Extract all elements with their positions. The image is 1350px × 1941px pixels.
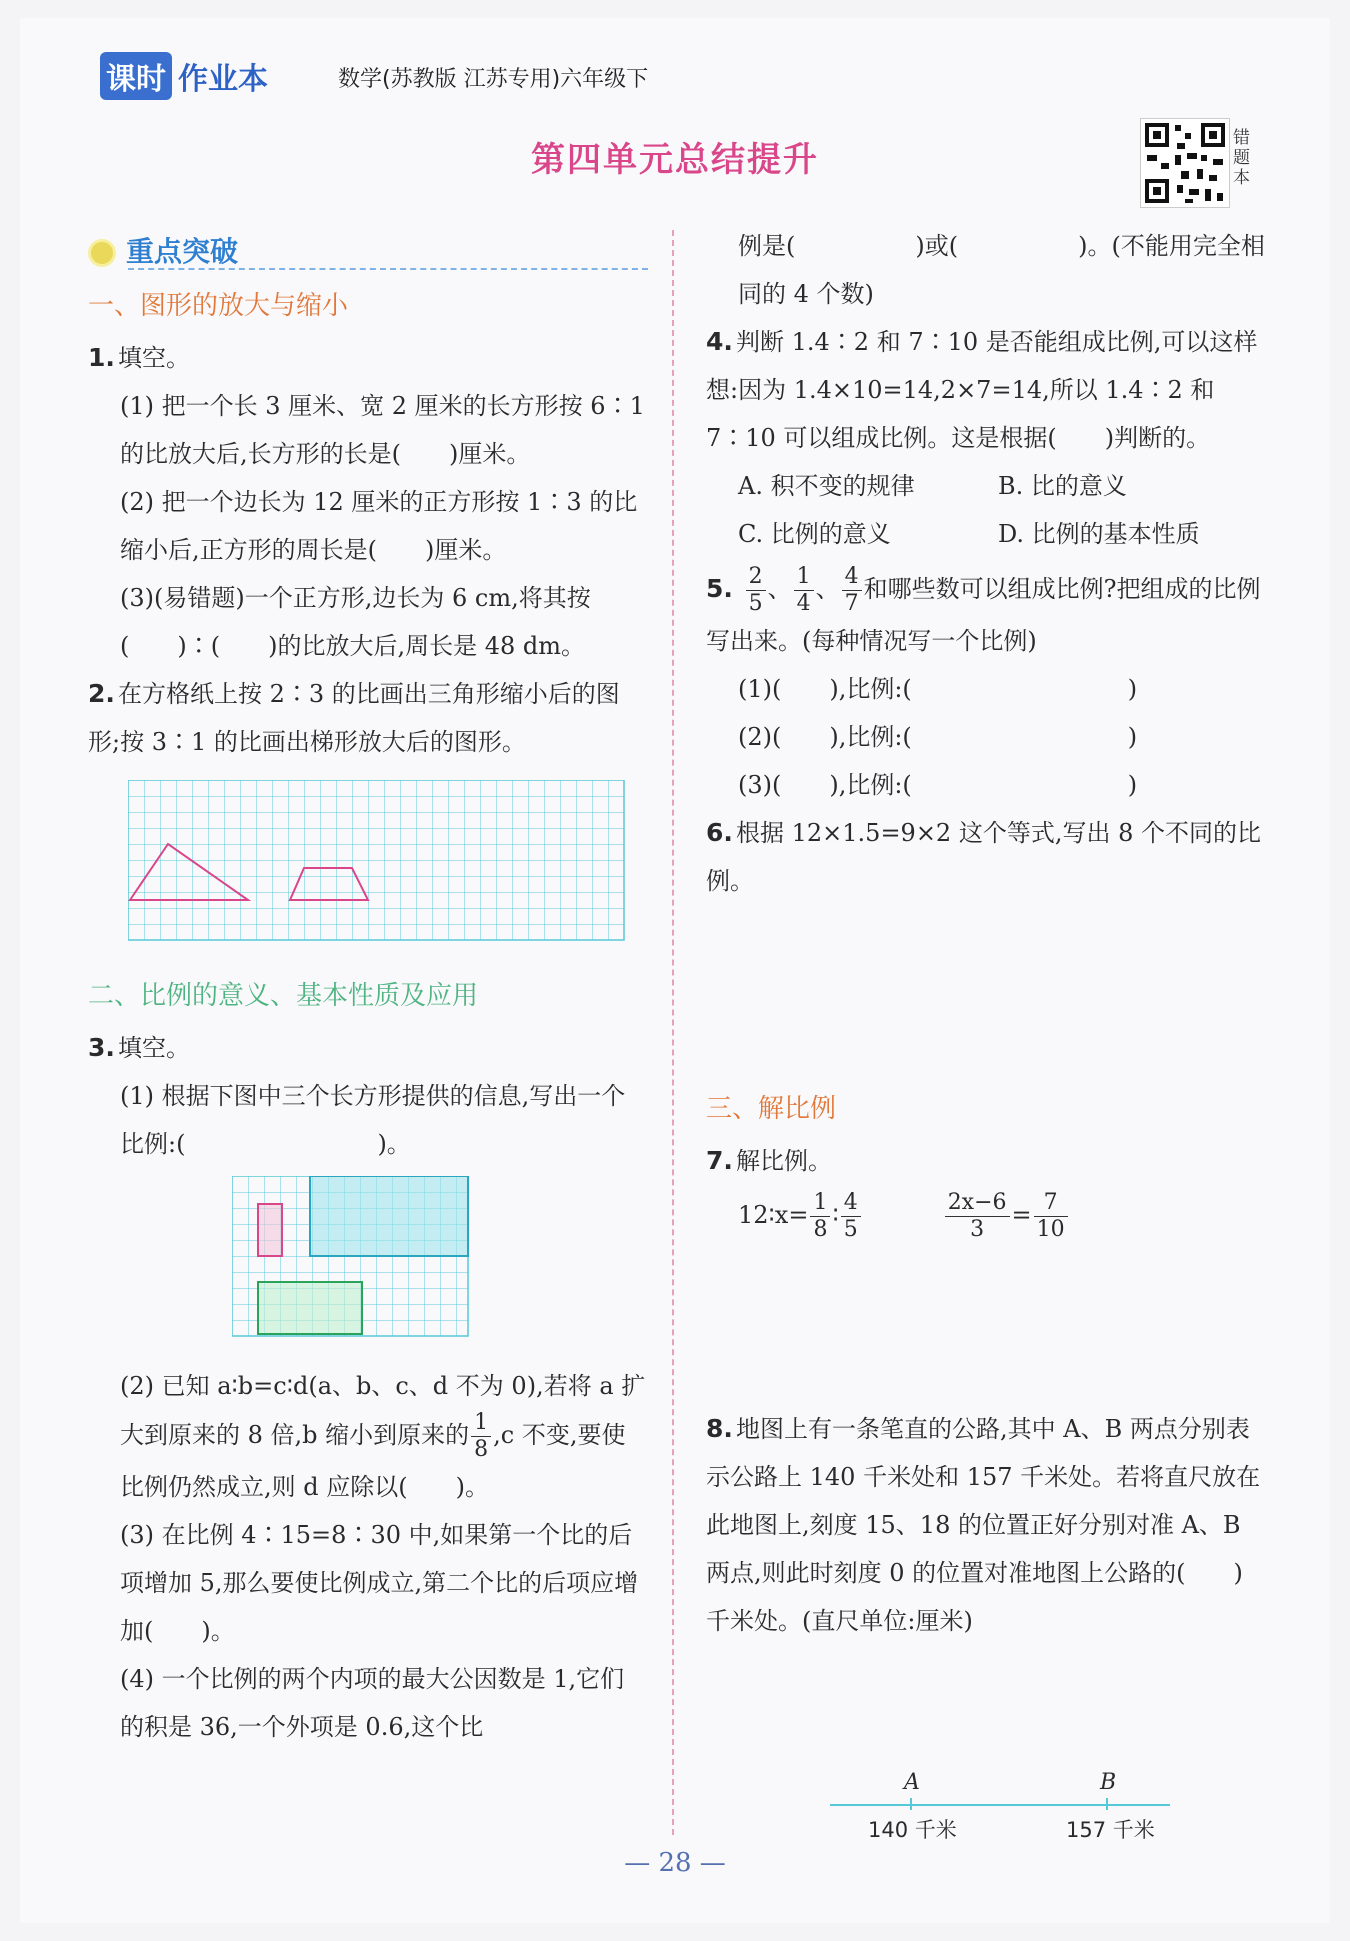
question-number: 2. (88, 679, 115, 708)
road-line (830, 1804, 1170, 1806)
fraction (471, 1410, 491, 1463)
numerator: 4 (842, 564, 862, 591)
denominator: 7 (844, 591, 859, 616)
denominator: 3 (970, 1217, 985, 1242)
question-stem: 填空。 (118, 1034, 190, 1062)
option-a[interactable]: A. 积不变的规律 (738, 472, 915, 500)
eq1-left: 12∶x= (738, 1201, 809, 1229)
denominator: 8 (474, 1437, 489, 1462)
question-1 (88, 334, 648, 382)
question-stem: 地图上有一条笔直的公路,其中 A、B 两点分别表示公路上 140 千米处和 157 千米处。若将直尺放在此地图上,刻度 15、18 的位置正好分别对准 A、B 两点,则此时刻度 0 的位置对准地图上公路的( )千米处。(直尺单位:厘米) (706, 1415, 1261, 1635)
question-5: 5. $\frac{2}{5}$ 、 $\frac{1}{4}$ 、 $\frac{4}{7}$ 和哪些数可以组成比例?把组成的比例写出来。(每种情况写一个比例) (706, 564, 1261, 655)
equation-1: 12∶x= $\frac{1}{8}$ ∶ $\frac{4}{5}$ (738, 1185, 863, 1245)
medium-rectangle (258, 1282, 362, 1334)
numerator: 1 (810, 1190, 830, 1217)
question-5-line-2: (2)( ),比例:( ) (738, 723, 1138, 751)
bullet-icon (88, 239, 116, 267)
question-number: 8. (706, 1414, 733, 1443)
question-3-part-2 (88, 1362, 648, 1511)
small-rectangle (258, 1204, 282, 1256)
question-number: 4. (706, 327, 733, 356)
page-title: 第四单元总结提升 (531, 140, 819, 180)
question-5-line-3: (3)( ),比例:( ) (738, 771, 1138, 799)
logo-text: 作业本 (178, 62, 268, 97)
point-a-distance: 140 千米 (868, 1818, 957, 1842)
qr-code-icon[interactable] (1140, 118, 1230, 208)
section-label: 重点突破 (126, 235, 239, 268)
point-a-label: A (904, 1770, 920, 1795)
logo-mark: 课时 (100, 52, 172, 100)
book-subtitle: 数学(苏教版 江苏专用)六年级下 (338, 67, 649, 92)
section-heading (88, 228, 648, 278)
road-scale-figure (830, 1770, 1170, 1850)
option-b[interactable]: B. 比的意义 (998, 472, 1127, 500)
grid-figure-shapes[interactable] (128, 780, 648, 962)
fraction (1034, 1190, 1068, 1243)
column-divider (672, 230, 674, 1835)
question-3-part-4: (4) 一个比例的两个内项的最大公因数是 1,它们的积是 36,一个外项是 0.6,这个比 (120, 1665, 625, 1741)
question-7-equations (706, 1185, 1266, 1245)
question-3 (88, 1024, 648, 1072)
question-stem: 解比例。 (736, 1147, 832, 1175)
tick-b (1106, 1798, 1108, 1810)
question-4-options-row-1 (706, 462, 1266, 510)
question-1-part-1: (1) 把一个长 3 厘米、宽 2 厘米的长方形按 6∶1 的比放大后,长方形的长是( )厘米。 (120, 392, 645, 468)
question-8 (706, 1405, 1266, 1645)
question-number: 5. (706, 574, 733, 603)
brand-logo (100, 52, 268, 100)
right-column (706, 222, 1266, 1645)
grid-figure-rectangles (232, 1176, 648, 1356)
question-7 (706, 1137, 1266, 1185)
fraction (794, 564, 814, 617)
option-c[interactable]: C. 比例的意义 (738, 520, 891, 548)
question-number: 7. (706, 1146, 733, 1175)
large-rectangle (310, 1176, 468, 1256)
page-number: — 28 — (624, 1848, 726, 1878)
question-3-part-3: (3) 在比例 4∶15=8∶30 中,如果第一个比的后项增加 5,那么要使比例成立,第二个比的后项应增加( )。 (120, 1521, 639, 1645)
fraction (810, 1190, 830, 1243)
question-number: 3. (88, 1033, 115, 1062)
subsection-heading-2: 二、比例的意义、基本性质及应用 (88, 981, 479, 1011)
question-stem: 在方格纸上按 2∶3 的比画出三角形缩小后的图形;按 3∶1 的比画出梯形放大后的图形。 (88, 680, 620, 756)
numerator: 4 (841, 1190, 861, 1217)
question-4 (706, 318, 1266, 462)
question-1-part-2: (2) 把一个边长为 12 厘米的正方形按 1∶3 的比缩小后,正方形的周长是( )厘米。 (120, 488, 638, 564)
question-number: 1. (88, 343, 115, 372)
numerator: 2x−6 (945, 1190, 1010, 1217)
question-5-line-1: (1)( ),比例:( ) (738, 675, 1138, 703)
numerator: 1 (794, 564, 814, 591)
fraction (945, 1190, 1010, 1243)
point-b-label: B (1100, 1770, 1117, 1795)
fraction (841, 1190, 861, 1243)
question-6 (706, 809, 1266, 905)
numerator: 1 (471, 1410, 491, 1437)
numerator: 7 (1034, 1190, 1068, 1217)
tick-a (910, 1798, 912, 1810)
denominator: 5 (843, 1217, 858, 1242)
question-1-part-3: (3)(易错题)一个正方形,边长为 6 cm,将其按( )∶( )的比放大后,周长是 48 dm。 (120, 584, 591, 660)
numerator: 2 (746, 564, 766, 591)
qr-label: 错题本 (1233, 128, 1250, 188)
question-3-part-1: (1) 根据下图中三个长方形提供的信息,写出一个比例:( )。 (120, 1082, 626, 1158)
answer-space-6[interactable] (706, 905, 1266, 1081)
equation-2: $\frac{2x-6}{3}$ = $\frac{7}{10}$ (943, 1185, 1070, 1245)
q3-2-text-a: (2) 已知 a∶b=c∶d(a、b、c、d 不为 0),若将 a 扩大到原来的 8 倍,b 缩小到原来的 (120, 1372, 646, 1449)
question-stem: 填空。 (118, 344, 190, 372)
q3-2-text-b: ,c 不变,要使比例仍然成立,则 d 应除以( )。 (120, 1421, 626, 1501)
question-2 (88, 670, 648, 766)
answer-space-7[interactable] (706, 1245, 1266, 1405)
denominator: 10 (1036, 1217, 1065, 1242)
subsection-heading-3: 三、解比例 (706, 1094, 837, 1124)
fraction (842, 564, 862, 617)
question-4-options-row-2 (706, 510, 1266, 558)
heading-underline (128, 268, 648, 270)
question-number: 6. (706, 818, 733, 847)
question-stem: 和哪些数可以组成比例?把组成的比例写出来。(每种情况写一个比例) (706, 575, 1261, 655)
point-b-distance: 157 千米 (1066, 1818, 1155, 1842)
denominator: 4 (796, 591, 811, 616)
denominator: 5 (748, 591, 763, 616)
question-stem: 根据 12×1.5=9×2 这个等式,写出 8 个不同的比例。 (706, 819, 1261, 895)
left-column (88, 228, 648, 1751)
fraction (746, 564, 766, 617)
question-3-part-4-continued: 例是( )或( )。(不能用完全相同的 4 个数) (738, 232, 1265, 308)
question-stem: 判断 1.4∶2 和 7∶10 是否能组成比例,可以这样想:因为 1.4×10=14,2×7=14,所以 1.4∶2 和 7∶10 可以组成比例。这是根据( )判断的。 (706, 328, 1258, 452)
denominator: 8 (813, 1217, 828, 1242)
option-d[interactable]: D. 比例的基本性质 (998, 520, 1200, 548)
subsection-heading-1: 一、图形的放大与缩小 (88, 291, 349, 321)
